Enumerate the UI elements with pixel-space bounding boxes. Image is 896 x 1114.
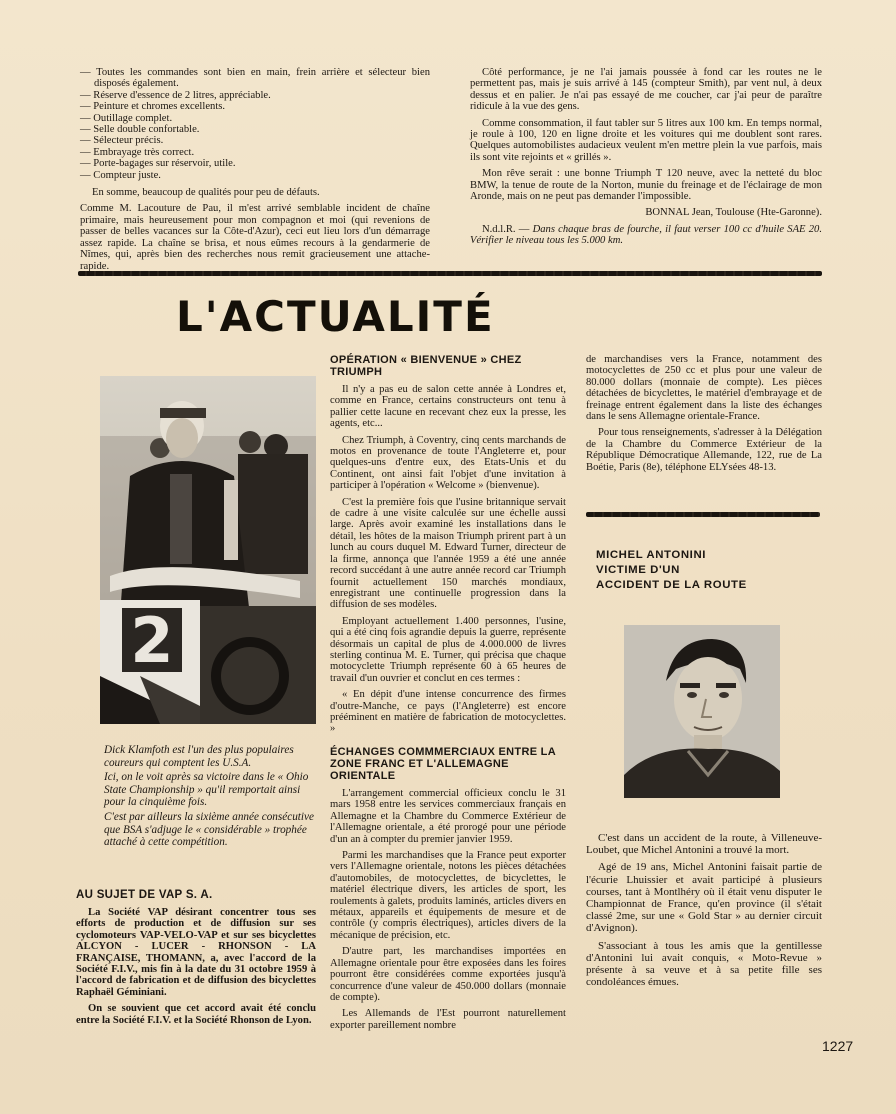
rider-photo-image [100,376,316,724]
article-heading: ÉCHANGES COMMMERCIAUX ENTRE LA ZONE FRANC ET L'ALLEMAGNE ORIENTALE [330,746,556,782]
portrait-image [624,625,780,798]
paragraph: S'associant à tous les amis que la gentillesse d'Antonini lui avait conquis, « Moto-Revue » présente à sa veuve et à sa petite fille ses condoléances émues. [586,939,822,989]
section-title: L'ACTUALITÉ [176,292,495,341]
vap-article [76,889,316,1031]
caption-text: Ici, on le voit après sa victoire dans le « Ohio State Championship » qu'il remportait ainsi pour la cinquième fois. [104,771,309,809]
list-item: — Sélecteur précis. [80,135,430,146]
paragraph: Parmi les marchandises que la France peut exporter vers l'Allemagne orientale, notons les pièces détachées d'automobiles, de motocyclettes, de bicyclettes, le matériel électrique divers, les articles de sport, les roulements à galets, produits laminés, articles divers en métaux, appareils et équipements de mesure et de contrôle (y compris électriques), articles divers de la mécanique de précision, etc. [330,850,566,941]
paragraph: Employant actuellement 1.400 personnes, l'usine, qui a été cinq fois agrandie depuis la guerre, représente désormais un capital de plus de 4.000.000 de livres sterling continua M. E. Turner, qui précisa que chaque motocyclette Triumph représente 60 à 65 heures de travail d'un ouvrier et conclut en ces termes : [330,615,566,684]
heading-line: ACCIDENT DE LA ROUTE [596,579,747,591]
letter-signature: BONNAL Jean, Toulouse (Hte-Garonne). [645,207,822,219]
photo-caption [104,744,316,851]
paragraph: Comme consommation, il faut tabler sur 5 litres aux 100 km. En temps normal, je roule à 100, 120 en ligne droite et les voitures qui me doublent sont rares. Quelques automobilistes audacieux veulent m'en mettre plein la vue parfois, mais ils sont vite rejoints et « grillés ». [470,117,822,163]
article-heading: AU SUJET DE VAP S. A. [76,889,213,901]
paragraph: C'est dans un accident de la route, à Villeneuve-Loubet, que Michel Antonini a trouvé la mort. [586,832,822,857]
qualities-list [80,67,430,181]
race-photo [100,376,316,724]
list-item: — Porte-bagages sur réservoir, utile. [80,158,430,169]
list-item: — Toutes les commandes sont bien en main, frein arrière et sélecteur bien disposés également. [80,67,430,90]
echanges-continued [586,354,822,478]
echanges-article [330,746,566,1031]
section-divider [78,271,822,276]
antonini-heading [596,548,816,593]
paragraph: C'est la première fois que l'usine britannique servait de cadre à une visite calculée sur une échelle aussi large. Après avoir examiné les installations dans le détail, les hôtes de la maison Triumph prirent part à un lunch au cours duquel M. Edward Turner, directeur de la firme, annonça que l'année 1959 a été une année record succédant à une autre année record car Triumph fournit actuellement 150 marchés mondiaux, enregistrant une continuelle progression dans la diffusion de ses modèles. [330,496,566,611]
paragraph: Agé de 19 ans, Michel Antonini faisait partie de l'écurie Lhuissier et avait participé à plusieurs courses, tant à Montlhéry où il était venu disputer le Championnat de France, qu'en province (il s'était classé 2me, sur une « Gold Star » au dernier circuit d'Avignon). [586,861,822,935]
letter-left-column [80,67,430,277]
heading-line: MICHEL ANTONINI [596,549,707,561]
list-item: — Compteur juste. [80,170,430,181]
race-number: 2 [130,604,174,677]
page-number: 1227 [822,1038,854,1054]
paragraph: de marchandises vers la France, notamment des motocyclettes de 250 cc et plus pour une valeur de 80.000 dollars (monnaie de compte). Les pièces détachées de bicyclettes, le matériel d'embrayage et de freinage entrent également dans la liste des échanges dans le sens Allemagne orientale-France. [586,354,822,423]
portrait-photo [624,625,780,798]
editor-note [470,224,822,247]
paragraph: Les Allemands de l'Est pourront naturellement exporter pareillement nombre [330,1008,566,1031]
column-divider [586,512,820,517]
paragraph: En somme, beaucoup de qualités pour peu de défauts. [92,187,320,199]
list-item: — Selle double confortable. [80,124,430,135]
list-item: — Réserve d'essence de 2 litres, appréciable. [80,90,430,101]
paragraph: Chez Triumph, à Coventry, cinq cents marchands de motos en provenance de toute l'Angleterre et, pour quelques-uns d'entre eux, des Etats-Unis et du Continent, ont ainsi fait l'objet d'une invitation à participer à l'opération « Welcome » (bienvenue). [330,434,566,492]
article-heading: OPÉRATION « BIENVENUE » CHEZ TRIUMPH [330,354,522,378]
antonini-article [586,832,822,993]
paragraph: On se souvient que cet accord avait été conclu entre la Société F.I.V. et la Société Rhonson de Lyon. [76,1003,316,1026]
paragraph: Pour tous renseignements, s'adresser à la Délégation de la Chambre du Commerce Extérieur de la République Démocratique Allemande, 122, rue de La Boétie, Paris (8e), téléphone ELYsées 48-13. [586,427,822,473]
paragraph: Il n'y a pas eu de salon cette année à Londres et, comme en France, certains constructeurs ont tenu à pallier cette lacune en recevant chez eux la presse, les agents, etc... [330,384,566,430]
editor-note-label: N.d.l.R. — [482,223,530,235]
paragraph: « En dépit d'une intense concurrence des firmes d'outre-Manche, ce pays (l'Angleterre) est encore prééminent en matière de fabrication de motocyclettes. » [330,689,566,735]
letter-right-column [470,67,822,252]
paragraph: D'autre part, les marchandises importées en Allemagne orientale pour être exposées dans les foires pourront être considérées comme exportées jusqu'à concurrence d'une valeur de 450.000 dollars (monnaie de compte). [330,946,566,1003]
list-item: — Peinture et chromes excellents. [80,101,430,112]
paragraph: Comme M. Lacouture de Pau, il m'est arrivé semblable incident de chaîne primaire, mais heureusement pour mon compagnon et moi (qui revenions de passer de belles vacances sur la Côte-d'Azur), ceci eut lieu lors d'un démarrage assez rapide. La chaîne se brisa, et nous eûmes recours à la gendarmerie de Nîmes, qui, après bien des recherches nous remit gracieusement une attache-rapide. [80,203,430,272]
caption-text: Dick Klamfoth est l'un des plus populaires coureurs qui comptent les U.S.A. [104,744,294,769]
editor-note-text: Dans chaque bras de fourche, il faut verser 100 cc d'huile SAE 20. Vérifier le niveau tous les 5.000 km. [470,223,822,247]
caption-text: C'est par ailleurs la sixième année consécutive que BSA s'adjuge le « considérable » trophée attaché à cette compétition. [104,810,314,849]
list-item: — Embrayage très correct. [80,147,430,158]
paragraph: La Société VAP désirant concentrer tous ses efforts de production et de diffusion sur ses cyclomoteurs VAP-VELO-VAP et sur ses bicyclettes ALCYON - LUCER - RHONSON - LA FRANÇAISE, THOMANN, a, avec l'accord de la Société F.I.V., mis fin à la date du 31 octobre 1959 à l'accord de fabrication et de diffusion des bicyclettes Raphaël Géminiani. [76,907,316,998]
paragraph: L'arrangement commercial officieux conclu le 31 mars 1958 entre les services commerciaux français en Allemagne et la Chambre du Commerce Extérieur de l'Allemagne orientale, a été prorogé pour une période d'un an à compter du premier janvier 1959. [330,788,566,845]
heading-line: VICTIME D'UN [596,564,680,576]
paragraph: Mon rêve serait : une bonne Triumph T 120 neuve, avec la netteté du bloc BMW, la tenue de route de la Norton, munie du freinage et de l'éclairage de mon Aronde, mais on ne peut pas demander l'impossible. [470,168,822,203]
triumph-article [330,354,566,740]
paragraph: Côté performance, je ne l'ai jamais poussée à fond car les routes ne le permettent pas, mais je suis arrivé à 145 (compteur Smith), par vent nul, à deux dessus et en palier. Je n'ai pas essayé de me coucher, car j'ai peur de paraître ridicule à la vue des gens. [470,67,822,113]
list-item: — Outillage complet. [80,113,430,124]
